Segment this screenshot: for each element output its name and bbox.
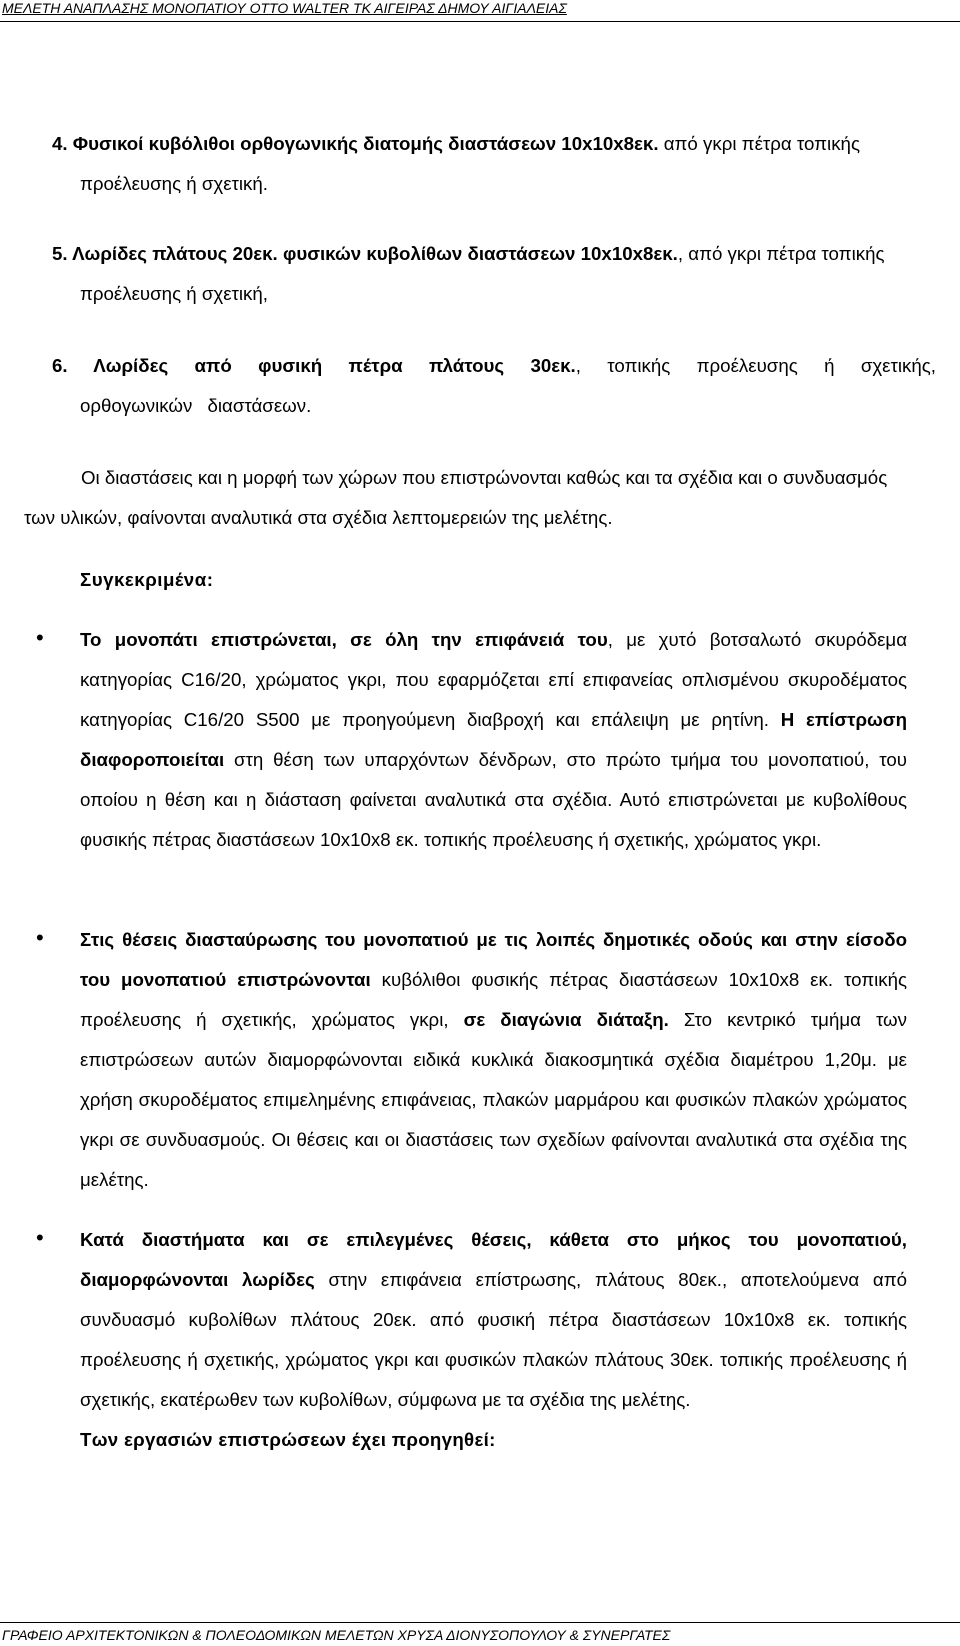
list-item-6 [52, 346, 936, 426]
list-item-5-text: , από γκρι πέτρα τοπικής προέλευσης ή σχετική, [80, 243, 885, 304]
list-item-5 [52, 234, 936, 314]
list-item-5-bold: 5. Λωρίδες πλάτους 20εκ. φυσικών κυβολίθων διαστάσεων 10x10x8εκ. [52, 243, 678, 264]
bullet-3-text-a: στην επιφάνεια επίστρωσης, πλάτους 80εκ., αποτελούμενα από συνδυασμό κυβολίθων πλάτους 20εκ. από φυσική πέτρα διαστάσεων 10x10x8 εκ. τοπικής προέλευσης ή σχετικής, χρώματος γκρι και φυσικών πλακών πλάτους 30εκ. τοπικής προέλευσης ή σχετικής, εκατέρωθεν των κυβολίθων, σύμφωνα με τα σχέδια της μελέτης. [80, 1269, 907, 1410]
bullet-1-bold-b: Η επίστρωση διαφοροποιείται [80, 709, 907, 770]
bullet-3-bold-a: Κατά διαστήματα και σε επιλεγμένες θέσεις, κάθετα στο μήκος του μονοπατιού, διαμορφώνονται λωρίδες [80, 1229, 907, 1290]
bullet-2-text-b: Στο κεντρικό τμήμα των επιστρώσεων αυτών διαμορφώνονται ειδικά κυκλικά διακοσμητικά σχέδια διαμέτρου 1,20μ. με χρήση σκυροδέματος επιμελημένης επιφάνειας, πλακών μαρμάρου και φυσικών πλακών χρώματος γκρι σε συνδυασμούς. Οι θέσεις και οι διαστάσεις των σχεδίων φαίνονται αναλυτικά στα σχέδια της μελέτης. [80, 1009, 907, 1190]
bullet-item-2 [80, 920, 907, 1200]
bullet-marker-3: • [36, 1225, 44, 1250]
intro-paragraph: Οι διαστάσεις και η μορφή των χώρων που επιστρώνονται καθώς και τα σχέδια και ο συνδυασμός των υλικών, φαίνονται αναλυτικά στα σχέδια λεπτομερειών της μελέτης. [24, 467, 888, 528]
bullet-item-3 [80, 1220, 907, 1420]
heading-preceded: Των εργασιών επιστρώσεων έχει προηγηθεί: [80, 1429, 496, 1450]
list-item-4-bold: 4. Φυσικοί κυβόλιθοι ορθογωνικής διατομής διαστάσεων 10x10x8εκ. [52, 133, 659, 154]
list-item-6-bold: 6. Λωρίδες από φυσική πέτρα πλάτους 30εκ. [52, 355, 576, 376]
footer-text: ΓΡΑΦΕΙΟ ΑΡΧΙΤΕΚΤΟΝΙΚΩΝ & ΠΟΛΕΟΔΟΜΙΚΩΝ ΜΕΛΕΤΩΝ ΧΡΥΣΑ ΔΙΟΝΥΣΟΠΟΥΛΟΥ & ΣΥΝΕΡΓΑΤΕΣ [2, 1627, 671, 1643]
bullet-1-bold-a: Το μονοπάτι επιστρώνεται, σε όλη την επιφάνειά του [80, 629, 608, 650]
bullet-1-text-a: , με χυτό βοτσαλωτό σκυρόδεμα κατηγορίας C16/20, χρώματος γκρι, που εφαρμόζεται επί επιφανείας οπλισμένου σκυροδέματος κατηγορίας C16/20 S500 με προηγούμενη διαβροχή και επάλειψη με ρητίνη. [80, 629, 908, 730]
bullet-marker-2: • [36, 925, 44, 950]
list-item-4-text: από γκρι πέτρα τοπικής προέλευσης ή σχετική. [80, 133, 860, 194]
list-item-6-text: , τοπικής προέλευσης ή σχετικής, ορθογωνικών διαστάσεων. [80, 355, 936, 416]
page-footer [0, 1622, 960, 1646]
header-title: ΜΕΛΕΤΗ ΑΝΑΠΛΑΣΗΣ ΜΟΝΟΠΑΤΙΟΥ ΟΤΤΟ WALTER ΤΚ ΑΙΓΕΙΡΑΣ ΔΗΜΟΥ ΑΙΓΙΑΛΕΙΑΣ [2, 0, 567, 16]
heading-specifically: Συγκεκριμένα: [80, 569, 214, 590]
page-header [0, 0, 960, 22]
bullet-2-text-a: κυβόλιθοι φυσικής πέτρας διαστάσεων 10x10x8 εκ. τοπικής προέλευσης ή σχετικής, χρώματος γκρι, [80, 969, 907, 1030]
bullet-2-bold-b: σε διαγώνια διάταξη. [463, 1009, 669, 1030]
bullet-item-1 [80, 620, 907, 860]
list-item-4 [52, 124, 936, 204]
bullet-1-text-b: στη θέση των υπαρχόντων δένδρων, στο πρώτο τμήμα του μονοπατιού, του οποίου η θέση και η διάσταση φαίνεται αναλυτικά στα σχέδια. Αυτό επιστρώνεται με κυβολίθους φυσικής πέτρας διαστάσεων 10x10x8 εκ. τοπικής προέλευσης ή σχετικής, χρώματος γκρι. [80, 749, 907, 850]
bullet-marker-1: • [36, 625, 44, 650]
bullet-2-bold-a: Στις θέσεις διασταύρωσης του μονοπατιού με τις λοιπές δημοτικές οδούς και στην είσοδο του μονοπατιού επιστρώνονται [80, 929, 907, 990]
